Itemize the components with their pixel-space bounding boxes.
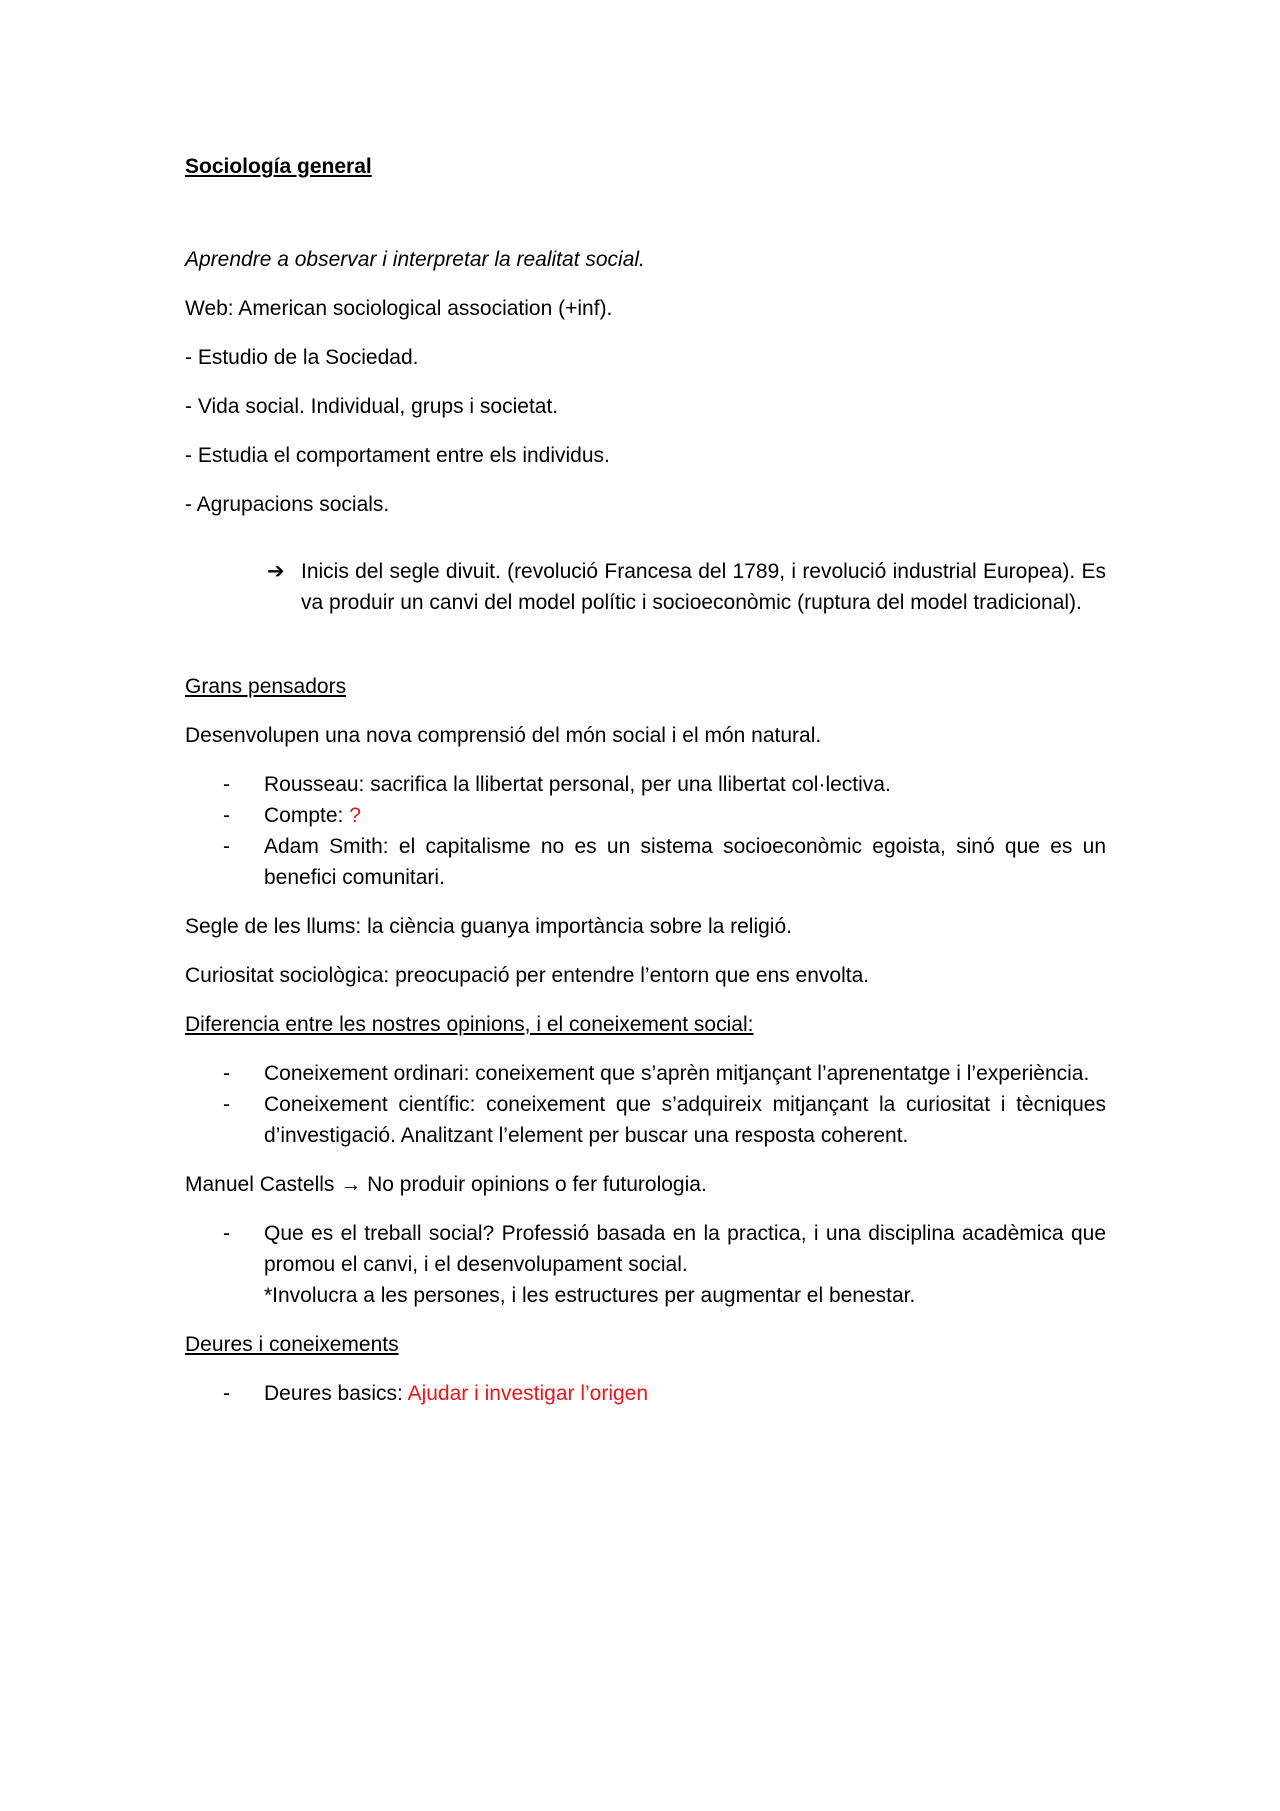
curiositat-line: Curiositat sociològica: preocupació per entendre l’entorn que ens envolta. xyxy=(185,964,870,987)
question-mark-highlight: ? xyxy=(349,804,361,827)
arrow-bullet-icon: ➔ xyxy=(267,560,285,583)
deures-highlight: Ajudar i investigar l’origen xyxy=(407,1382,649,1405)
castells-text: No produir opinions o fer futurologia. xyxy=(367,1173,707,1196)
document-body xyxy=(185,151,1106,1427)
segle-line: Segle de les llums: la ciència guanya importància sobre la religió. xyxy=(185,915,792,938)
arrow-paragraph xyxy=(185,556,1106,618)
list-item-text: Que es el treball social? Professió basada en la practica, i una disciplina acadèmica que promou el canvi, i el desenvolupament social. xyxy=(264,1222,1106,1276)
deures-list xyxy=(185,1378,1106,1409)
knowledge-list xyxy=(185,1058,1106,1151)
castells-line xyxy=(185,1169,1106,1200)
list-item xyxy=(185,800,1106,831)
section-heading-grans-pensadors: Grans pensadors xyxy=(185,675,347,698)
treball-list xyxy=(185,1218,1106,1311)
dash-bullet: - xyxy=(223,773,230,796)
dash-bullet: - xyxy=(223,804,230,827)
list-item-text: Coneixement ordinari: coneixement que s’aprèn mitjançant l’aprenentatge i l’experiència. xyxy=(264,1062,1090,1085)
list-item xyxy=(185,769,1106,800)
bullet-line: - Estudia el comportament entre els individus. xyxy=(185,444,610,467)
list-item-text: Adam Smith: el capitalisme no es un sistema socioeconòmic egoista, sinó que es un benefici comunitari. xyxy=(264,835,1106,889)
thinkers-list xyxy=(185,769,1106,893)
dash-bullet: - xyxy=(223,1222,230,1245)
list-item xyxy=(185,1058,1106,1089)
dash-bullet: - xyxy=(223,835,230,858)
list-item-text: Compte: xyxy=(264,804,350,827)
list-item xyxy=(185,1089,1106,1151)
list-item-note: *Involucra a les persones, i les estructures per augmentar el benestar. xyxy=(264,1284,916,1307)
bullet-line: - Vida social. Individual, grups i societat. xyxy=(185,395,559,418)
list-item-text: Rousseau: sacrifica la llibertat personal, per una llibertat col·lectiva. xyxy=(264,773,891,796)
dash-bullet: - xyxy=(223,1062,230,1085)
section-heading-diferencia: Diferencia entre les nostres opinions, i el coneixement social: xyxy=(185,1013,754,1036)
web-line: Web: American sociological association (+inf). xyxy=(185,297,613,320)
list-item xyxy=(185,1378,1106,1409)
right-arrow-icon: → xyxy=(340,1173,362,1196)
arrow-paragraph-text: Inicis del segle divuit. (revolució Francesa del 1789, i revolució industrial Europea). Es va produir un canvi del model polític i socioeconòmic (ruptura del model tradicional). xyxy=(301,560,1106,614)
castells-name: Manuel Castells xyxy=(185,1173,335,1196)
dash-bullet: - xyxy=(223,1093,230,1116)
list-item xyxy=(185,831,1106,893)
bullet-line: - Agrupacions socials. xyxy=(185,493,390,516)
bullet-line: - Estudio de la Sociedad. xyxy=(185,346,419,369)
document-title: Sociología general xyxy=(185,155,372,178)
dash-bullet: - xyxy=(223,1382,230,1405)
list-item xyxy=(185,1218,1106,1311)
list-item-text: Coneixement científic: coneixement que s’adquireix mitjançant la curiositat i tècniques d’investigació. Analitzant l’element per buscar una resposta coherent. xyxy=(264,1093,1106,1147)
list-item-text: Deures basics: xyxy=(264,1382,408,1405)
section-heading-deures: Deures i coneixements xyxy=(185,1333,399,1356)
grans-description: Desenvolupen una nova comprensió del món social i el món natural. xyxy=(185,724,822,747)
intro-line: Aprendre a observar i interpretar la realitat social. xyxy=(185,248,645,271)
